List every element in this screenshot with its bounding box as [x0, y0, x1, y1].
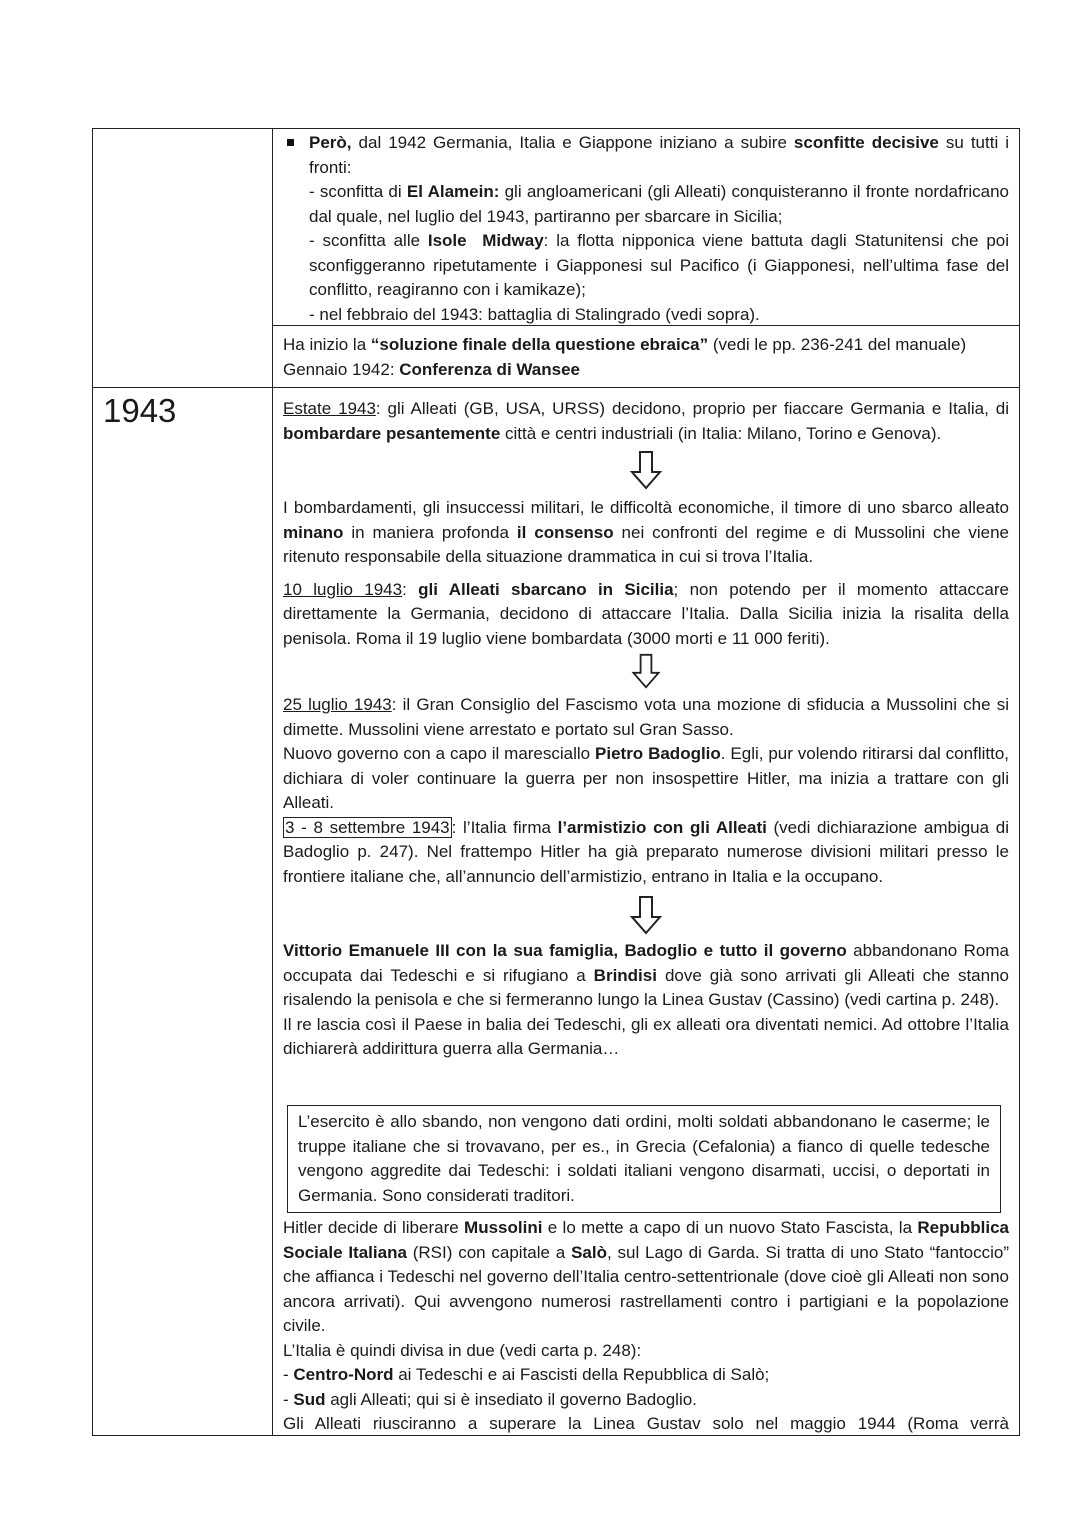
- notes-table: [92, 128, 1020, 1436]
- final-solution-block: [283, 333, 1009, 382]
- defeats-bullet: [283, 131, 1009, 327]
- centro-nord-line: - Centro-Nord ai Tedeschi e ai Fascisti della Repubblica di Salò;: [283, 1365, 770, 1384]
- defeats-block: [283, 131, 1009, 327]
- badoglio-government-paragraph: Nuovo governo con a capo il maresciallo Pietro Badoglio. Egli, pur volendo ritirarsi dal conflitto, dichiara di voler continuare la guerra per non insospettire Hitler, ma inizia a trattare con gli Alleati.: [283, 744, 1009, 812]
- square-bullet-icon: [287, 139, 294, 146]
- defeat-stalingrad: - nel febbraio del 1943: battaglia di Stalingrado (vedi sopra).: [309, 304, 760, 324]
- consensus-paragraph: I bombardamenti, gli insuccessi militari, le difficoltà economiche, il timore di uno sbarco alleato minano in maniera profonda il consenso nei confronti del regime e di Mussolini che viene ritenuto responsabile della situazione drammatica in cui si trova l’Italia.: [283, 498, 1010, 566]
- july-25-paragraph: 25 luglio 1943: il Gran Consiglio del Fascismo vota una mozione di sfiducia a Mussolini che si dimette. Mussolini viene arrestato e portato sul Gran Sasso.: [283, 695, 1009, 739]
- sud-line: - Sud agli Alleati; qui si è insediato il governo Badoglio.: [283, 1389, 697, 1409]
- rsi-section: [283, 1216, 1009, 1437]
- army-disbanded-box: [287, 1105, 1001, 1213]
- year-label: 1943: [103, 392, 177, 429]
- down-arrow-icon: [630, 450, 662, 490]
- down-arrow-icon: [630, 895, 662, 935]
- king-flight-paragraph: Vittorio Emanuele III con la sua famiglia, Badoglio e tutto il governo abbandonano Roma occupata dai Tedeschi e si rifugiano a Brindisi dove già sono arrivati gli Alleati che stanno risalendo la penisola e che si fermeranno lungo la Linea Gustav (Cassino) (vedi cartina p. 248).: [283, 941, 1009, 1009]
- sicily-landing-paragraph: 10 luglio 1943: gli Alleati sbarcano in Sicilia; non potendo per il momento attaccare direttamente la Germania, decidono di attaccare l’Italia. Dalla Sicilia inizia la risalita della penisola. Roma il 19 luglio viene bombardata (3000 morti e 11 000 feriti).: [283, 579, 1009, 648]
- gustav-line: Gli Alleati riusciranno a superare la Linea Gustav solo nel maggio 1944 (Roma verrà: [283, 1414, 1009, 1433]
- summer-1943-paragraph: Estate 1943: gli Alleati (GB, USA, URSS) decidono, proprio per fiaccare Germania e Italia, di bombardare pesantemente città e centri industriali (in Italia: Milano, Torino e Genova).: [283, 399, 1009, 443]
- row-divider-year: [93, 387, 1019, 388]
- italy-divided-line: L’Italia è quindi divisa in due (vedi carta p. 248):: [283, 1340, 642, 1360]
- defeat-el-alamein: - sconfitta di El Alamein: gli angloamericani (gli Alleati) conquisteranno il fronte nordafricano dal quale, nel luglio del 1943, partiranno per sbarcare in Sicilia;: [309, 182, 1010, 226]
- rsi-paragraph: Hitler decide di liberare Mussolini e lo mette a capo di un nuovo Stato Fascista, la Repubblica Sociale Italiana (RSI) con capitale a Salò, sul Lago di Garda. Si tratta di uno Stato “fantoccio” che affianca i Tedeschi nel governo dell’Italia centro-settentrionale (dove cioè gli Alleati non sono ancora arrivati). Qui avvengono numerosi rastrellamenti contro i partigiani e la popolazione civile.: [283, 1218, 1009, 1335]
- defeats-intro: Però, dal 1942 Germania, Italia e Giappone iniziano a subire sconfitte decisive su tutti i fronti:: [309, 133, 1009, 177]
- king-leaves-paragraph: Il re lascia così il Paese in balia dei Tedeschi, gli ex alleati ora diventati nemici. Ad ottobre l’Italia dichiarerà addirittura guerra alla Germania…: [283, 1014, 1009, 1058]
- defeat-midway: - sconfitta alle Isole Midway: la flotta nipponica viene battuta dagli Statunitensi che poi sconfiggeranno ripetutamente i Giapponesi sul Pacifico (i Giapponesi, nell’ultima fase del conflitto, reagiranno con i kamikaze);: [309, 231, 1010, 299]
- final-solution-line: Ha inizio la “soluzione finale della questione ebraica” (vedi le pp. 236-241 del manuale): [283, 335, 967, 354]
- armistice-paragraph: 3 - 8 settembre 1943 : l’Italia firma l’armistizio con gli Alleati (vedi dichiarazione ambigua di Badoglio p. 247). Nel frattempo Hitler ha già preparato numerose divisioni militari presso le frontiere italiane che, all’annuncio dell’armistizio, entrano in Italia e la occupano.: [283, 817, 1009, 886]
- wansee-line: Gennaio 1942: Conferenza di Wansee: [283, 359, 581, 379]
- down-arrow-icon: [630, 653, 662, 689]
- army-disbanded-text: L’esercito è allo sbando, non vengono dati ordini, molti soldati abbandonano le caserme; le truppe italiane che si trovavano, per es., in Grecia (Cefalonia) a fianco di quelle tedesche vengono aggredite dai Tedeschi: i soldati italiani vengono disarmati, uccisi, o deportati in Germania. Sono considerati traditori.: [298, 1112, 990, 1205]
- section-1943: [283, 397, 1009, 1062]
